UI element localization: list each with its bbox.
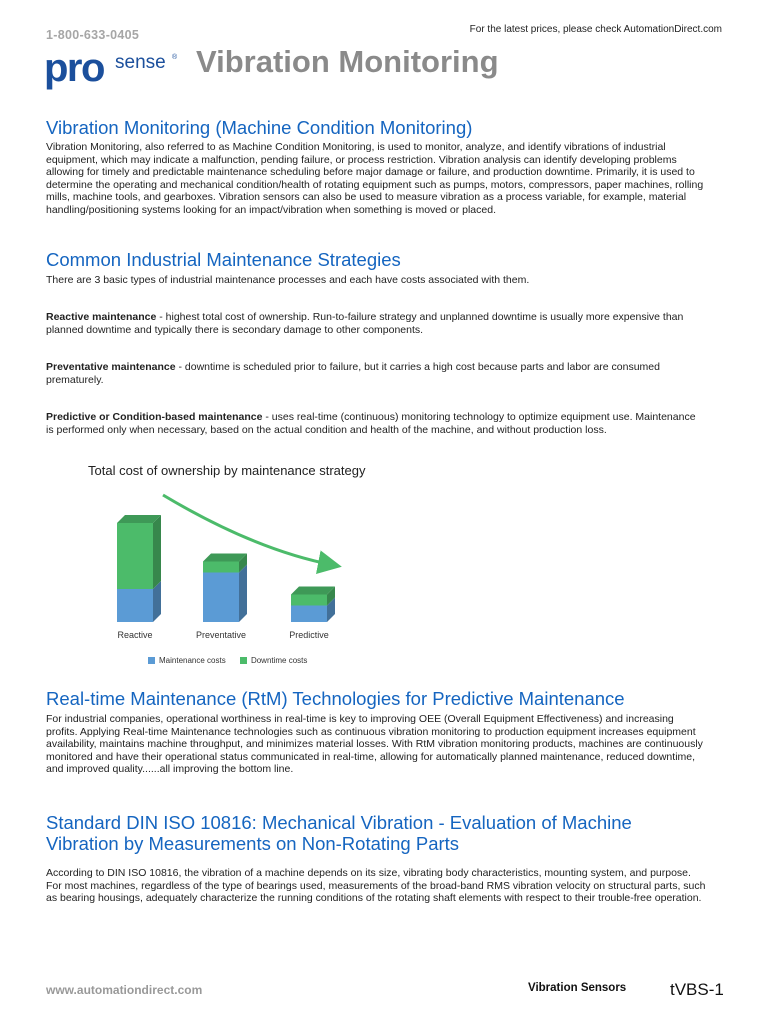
section-body-din-iso: According to DIN ISO 10816, the vibration of a machine depends on its size, vibrating body characteristics, mounting system, and purpose. For most machines, regardless of the type of bearings used, measurements of the broad-band RMS vibration velocity on structural parts, such as bearing housings, adequately characterize the running conditions of the rotating shaft elements with respect to their trouble-free operation.	[46, 867, 706, 905]
chart-title: Total cost of ownership by maintenance strategy	[88, 463, 366, 478]
preventative-paragraph	[46, 361, 706, 386]
page-title: Vibration Monitoring	[196, 44, 499, 79]
predictive-body: - uses real-time (continuous) monitoring technology to optimize equipment use. Maintenance is performed only when necessary, based on the actual condition and health of the machine, and without production loss.	[46, 411, 696, 436]
trend-arrow	[163, 495, 333, 565]
section-heading-din-iso-line1: Standard DIN ISO 10816: Mechanical Vibration - Evaluation of Machine	[46, 812, 632, 833]
category-label-reactive: Reactive	[117, 630, 153, 640]
section-heading-din-iso-line2: Vibration by Measurements on Non-Rotating Parts	[46, 833, 460, 854]
preventative-term: Preventative maintenance	[46, 361, 176, 373]
legend-item-downtime	[240, 656, 307, 665]
bar-side-reactive-downtime	[153, 515, 161, 589]
logo-pro-text: pro	[44, 46, 104, 90]
category-label-preventative: Preventative	[195, 630, 247, 640]
latest-prices-note: For the latest prices, please check AutomationDirect.com	[469, 24, 722, 35]
section-body-rtm: For industrial companies, operational worthiness in real-time is key to improving OEE (Overall Equipment Effectiveness) and increasing profits. Applying Real-time Maintenance technologies such as continuous vibration monitoring to production equipment increases equipment availability, maintains machine throughput, and minimizes material losses. With RtM vibration monitoring products, machines are continuously monitored and have their operational status communicated in real-time, allowing for automatically planned maintenance, reduced downtime, and improved quality......all improving the bottom line.	[46, 713, 703, 776]
section-heading-maintenance-strategies: Common Industrial Maintenance Strategies	[46, 249, 401, 270]
bar-reactive-downtime	[117, 523, 153, 589]
strategies-intro: There are 3 basic types of industrial maintenance processes and each have costs associated with them.	[46, 274, 530, 286]
bar-predictive-maintenance	[291, 606, 327, 623]
footer-page-number: tVBS-1	[670, 980, 724, 999]
chart-legend	[148, 656, 319, 666]
logo-registered-mark: ®	[172, 54, 178, 61]
logo-sense-text: sense	[115, 52, 166, 73]
legend-item-maintenance	[148, 656, 226, 665]
predictive-paragraph	[46, 411, 706, 436]
legend-swatch-maintenance	[148, 657, 155, 664]
reactive-body: - highest total cost of ownership. Run-to-failure strategy and unplanned downtime is usually more expensive than planned downtime and typically there is secondary damage to other components.	[46, 311, 684, 336]
phone-number: 1-800-633-0405	[46, 28, 140, 42]
footer-url: www.automationdirect.com	[46, 983, 203, 997]
bar-preventative-maintenance	[203, 573, 239, 623]
legend-swatch-downtime	[240, 657, 247, 664]
reactive-term: Reactive maintenance	[46, 311, 157, 323]
legend-label-downtime: Downtime costs	[250, 656, 308, 665]
legend-label-maintenance: Maintenance costs	[159, 656, 226, 665]
bar-side-preventative-maintenance	[239, 565, 247, 623]
bar-predictive-downtime	[291, 595, 327, 606]
section-heading-vibration-monitoring: Vibration Monitoring (Machine Condition Monitoring)	[46, 117, 473, 138]
reactive-paragraph	[46, 311, 706, 336]
section-heading-rtm: Real-time Maintenance (RtM) Technologies for Predictive Maintenance	[46, 688, 625, 709]
category-label-predictive: Predictive	[289, 630, 329, 640]
predictive-term: Predictive or Condition-based maintenance	[46, 411, 263, 423]
prosense-logo	[44, 46, 194, 90]
cost-chart	[105, 490, 365, 650]
section-body-vibration-monitoring: Vibration Monitoring, also referred to as Machine Condition Monitoring, is used to monitor, analyze, and identify vibrations of industrial equipment, which may indicate a malfunction, pending failure, or process restriction. Vibration analysis can identify developing problems allowing for timely and predictable maintenance scheduling before major damage or failure, and production downtime. Primarily, it is used to determine the operating and mechanical condition/health of rotating equipment such as pumps, motors, compressors, paper machines, rolling mills, machine tools, and gearboxes. Vibration sensors can also be used to measure vibration as a process variable, for example, material handling/positioning systems looking for an impact/vibration when something is moved or placed.	[46, 141, 704, 216]
preventative-body: - downtime is scheduled prior to failure, but it carries a high cost because parts and labor are consumed prematurely.	[46, 361, 660, 386]
bar-preventative-downtime	[203, 562, 239, 573]
footer-section-name: Vibration Sensors	[528, 982, 627, 994]
bar-reactive-maintenance	[117, 589, 153, 622]
